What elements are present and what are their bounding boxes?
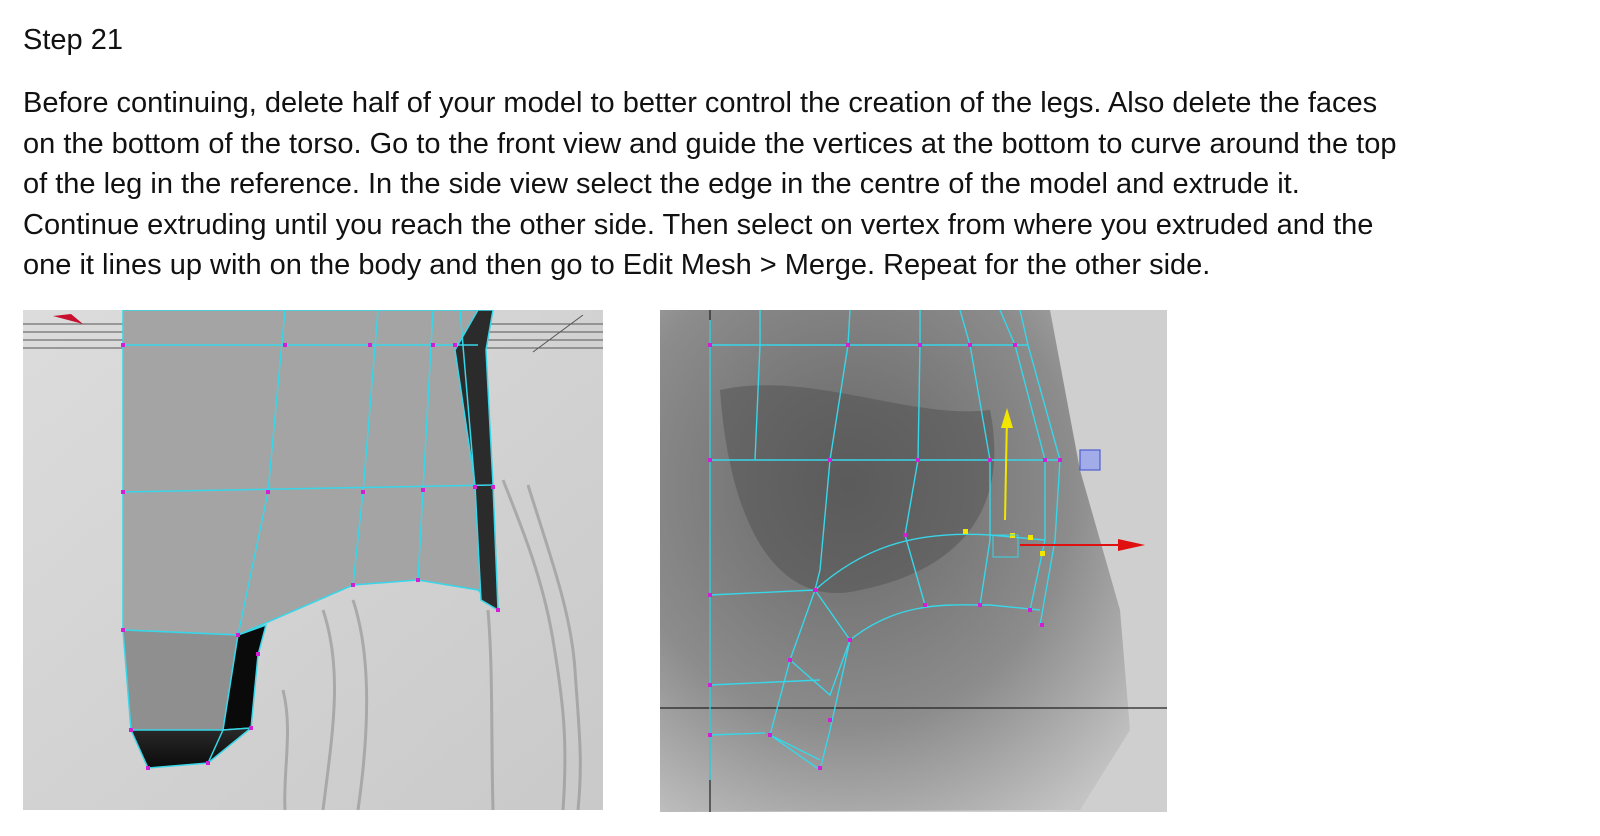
instructions-paragraph [23, 83, 1583, 286]
instructions-line: on the bottom of the torso. Go to the front view and guide the vertices at the bottom to curve around the top [23, 127, 1397, 160]
instructions-line: of the leg in the reference. In the side view select the edge in the centre of the model and extrude it. [23, 168, 1300, 200]
step-title: Step 21 [23, 24, 123, 56]
instructions-line: one it lines up with on the body and then go to Edit Mesh > Merge. Repeat for the other side. [23, 249, 1211, 281]
side-view-screenshot [660, 310, 1167, 812]
instructions-line: Before continuing, delete half of your model to better control the creation of the legs. Also delete the faces [23, 87, 1378, 119]
instructions-line: Continue extruding until you reach the other side. Then select on vertex from where you extruded and the [23, 208, 1374, 241]
front-view-screenshot [23, 310, 603, 810]
side-view-image [660, 310, 1167, 812]
front-view-image [23, 310, 603, 810]
leg-mesh [123, 630, 238, 738]
